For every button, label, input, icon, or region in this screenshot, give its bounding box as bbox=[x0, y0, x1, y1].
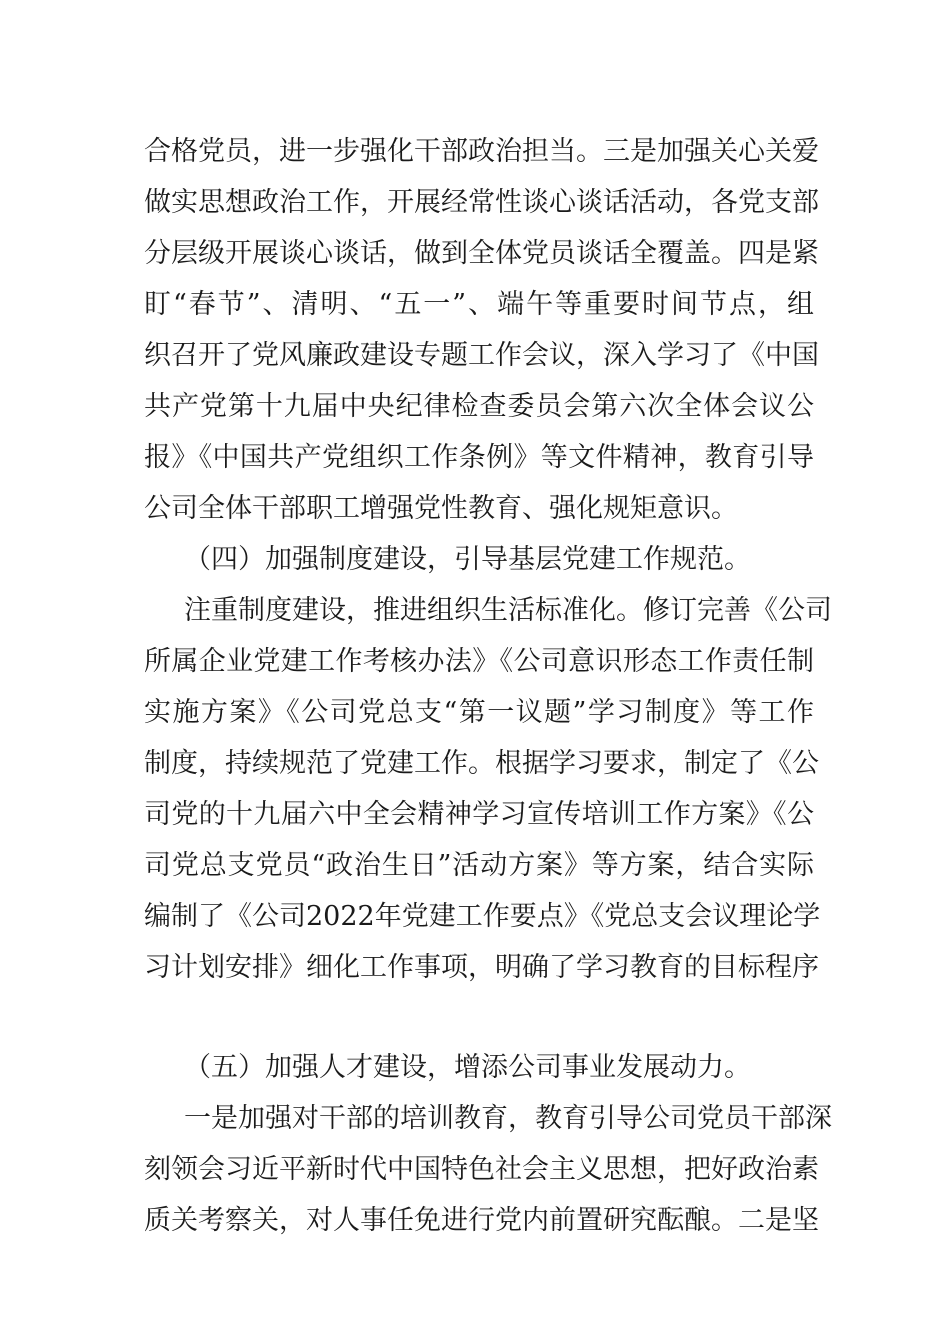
body-text-line: 合格党员，进一步强化干部政治担当。三是加强关心关爱 bbox=[144, 136, 819, 167]
section-heading-4: （四）加强制度建设，引导基层党建工作规范。 bbox=[184, 544, 751, 575]
body-text-line: 编制了《公司2022年党建工作要点》《党总支会议理论学 bbox=[144, 901, 821, 932]
body-text-line: 分层级开展谈心谈话，做到全体党员谈话全覆盖。四是紧 bbox=[144, 238, 819, 269]
body-text-line: 织召开了党风廉政建设专题工作会议，深入学习了《中国 bbox=[144, 340, 819, 371]
body-text-line: 报》《中国共产党组织工作条例》等文件精神，教育引导 bbox=[144, 442, 814, 473]
body-text-line: 制度，持续规范了党建工作。根据学习要求，制定了《公 bbox=[144, 748, 819, 779]
body-text-line: 做实思想政治工作，开展经常性谈心谈话活动，各党支部 bbox=[144, 187, 819, 218]
body-text-line: 实施方案》《公司党总支“第一议题”学习制度》等工作 bbox=[144, 697, 814, 728]
body-text-line: 刻领会习近平新时代中国特色社会主义思想，把好政治素 bbox=[144, 1154, 819, 1185]
section-heading-5: （五）加强人才建设，增添公司事业发展动力。 bbox=[184, 1052, 751, 1083]
body-text-line: 公司全体干部职工增强党性教育、强化规矩意识。 bbox=[144, 493, 738, 524]
body-text-line: 共产党第十九届中央纪律检查委员会第六次全体会议公 bbox=[144, 391, 814, 422]
body-text-line: 司党的十九届六中全会精神学习宣传培训工作方案》《公 bbox=[144, 799, 814, 830]
body-text-line: 质关考察关，对人事任免进行党内前置研究酝酿。二是坚 bbox=[144, 1205, 819, 1236]
body-text-line: 盯“春节”、清明、“五一”、端午等重要时间节点，组 bbox=[144, 289, 814, 320]
body-text-line: 一是加强对干部的培训教育，教育引导公司党员干部深 bbox=[184, 1103, 832, 1134]
body-text-line: 所属企业党建工作考核办法》《公司意识形态工作责任制 bbox=[144, 646, 814, 677]
body-text-line: 习计划安排》细化工作事项，明确了学习教育的目标程序 bbox=[144, 952, 819, 983]
body-text-line: 注重制度建设，推进组织生活标准化。修订完善《公司 bbox=[184, 595, 832, 626]
body-text-line: 司党总支党员“政治生日”活动方案》等方案，结合实际 bbox=[144, 850, 814, 881]
